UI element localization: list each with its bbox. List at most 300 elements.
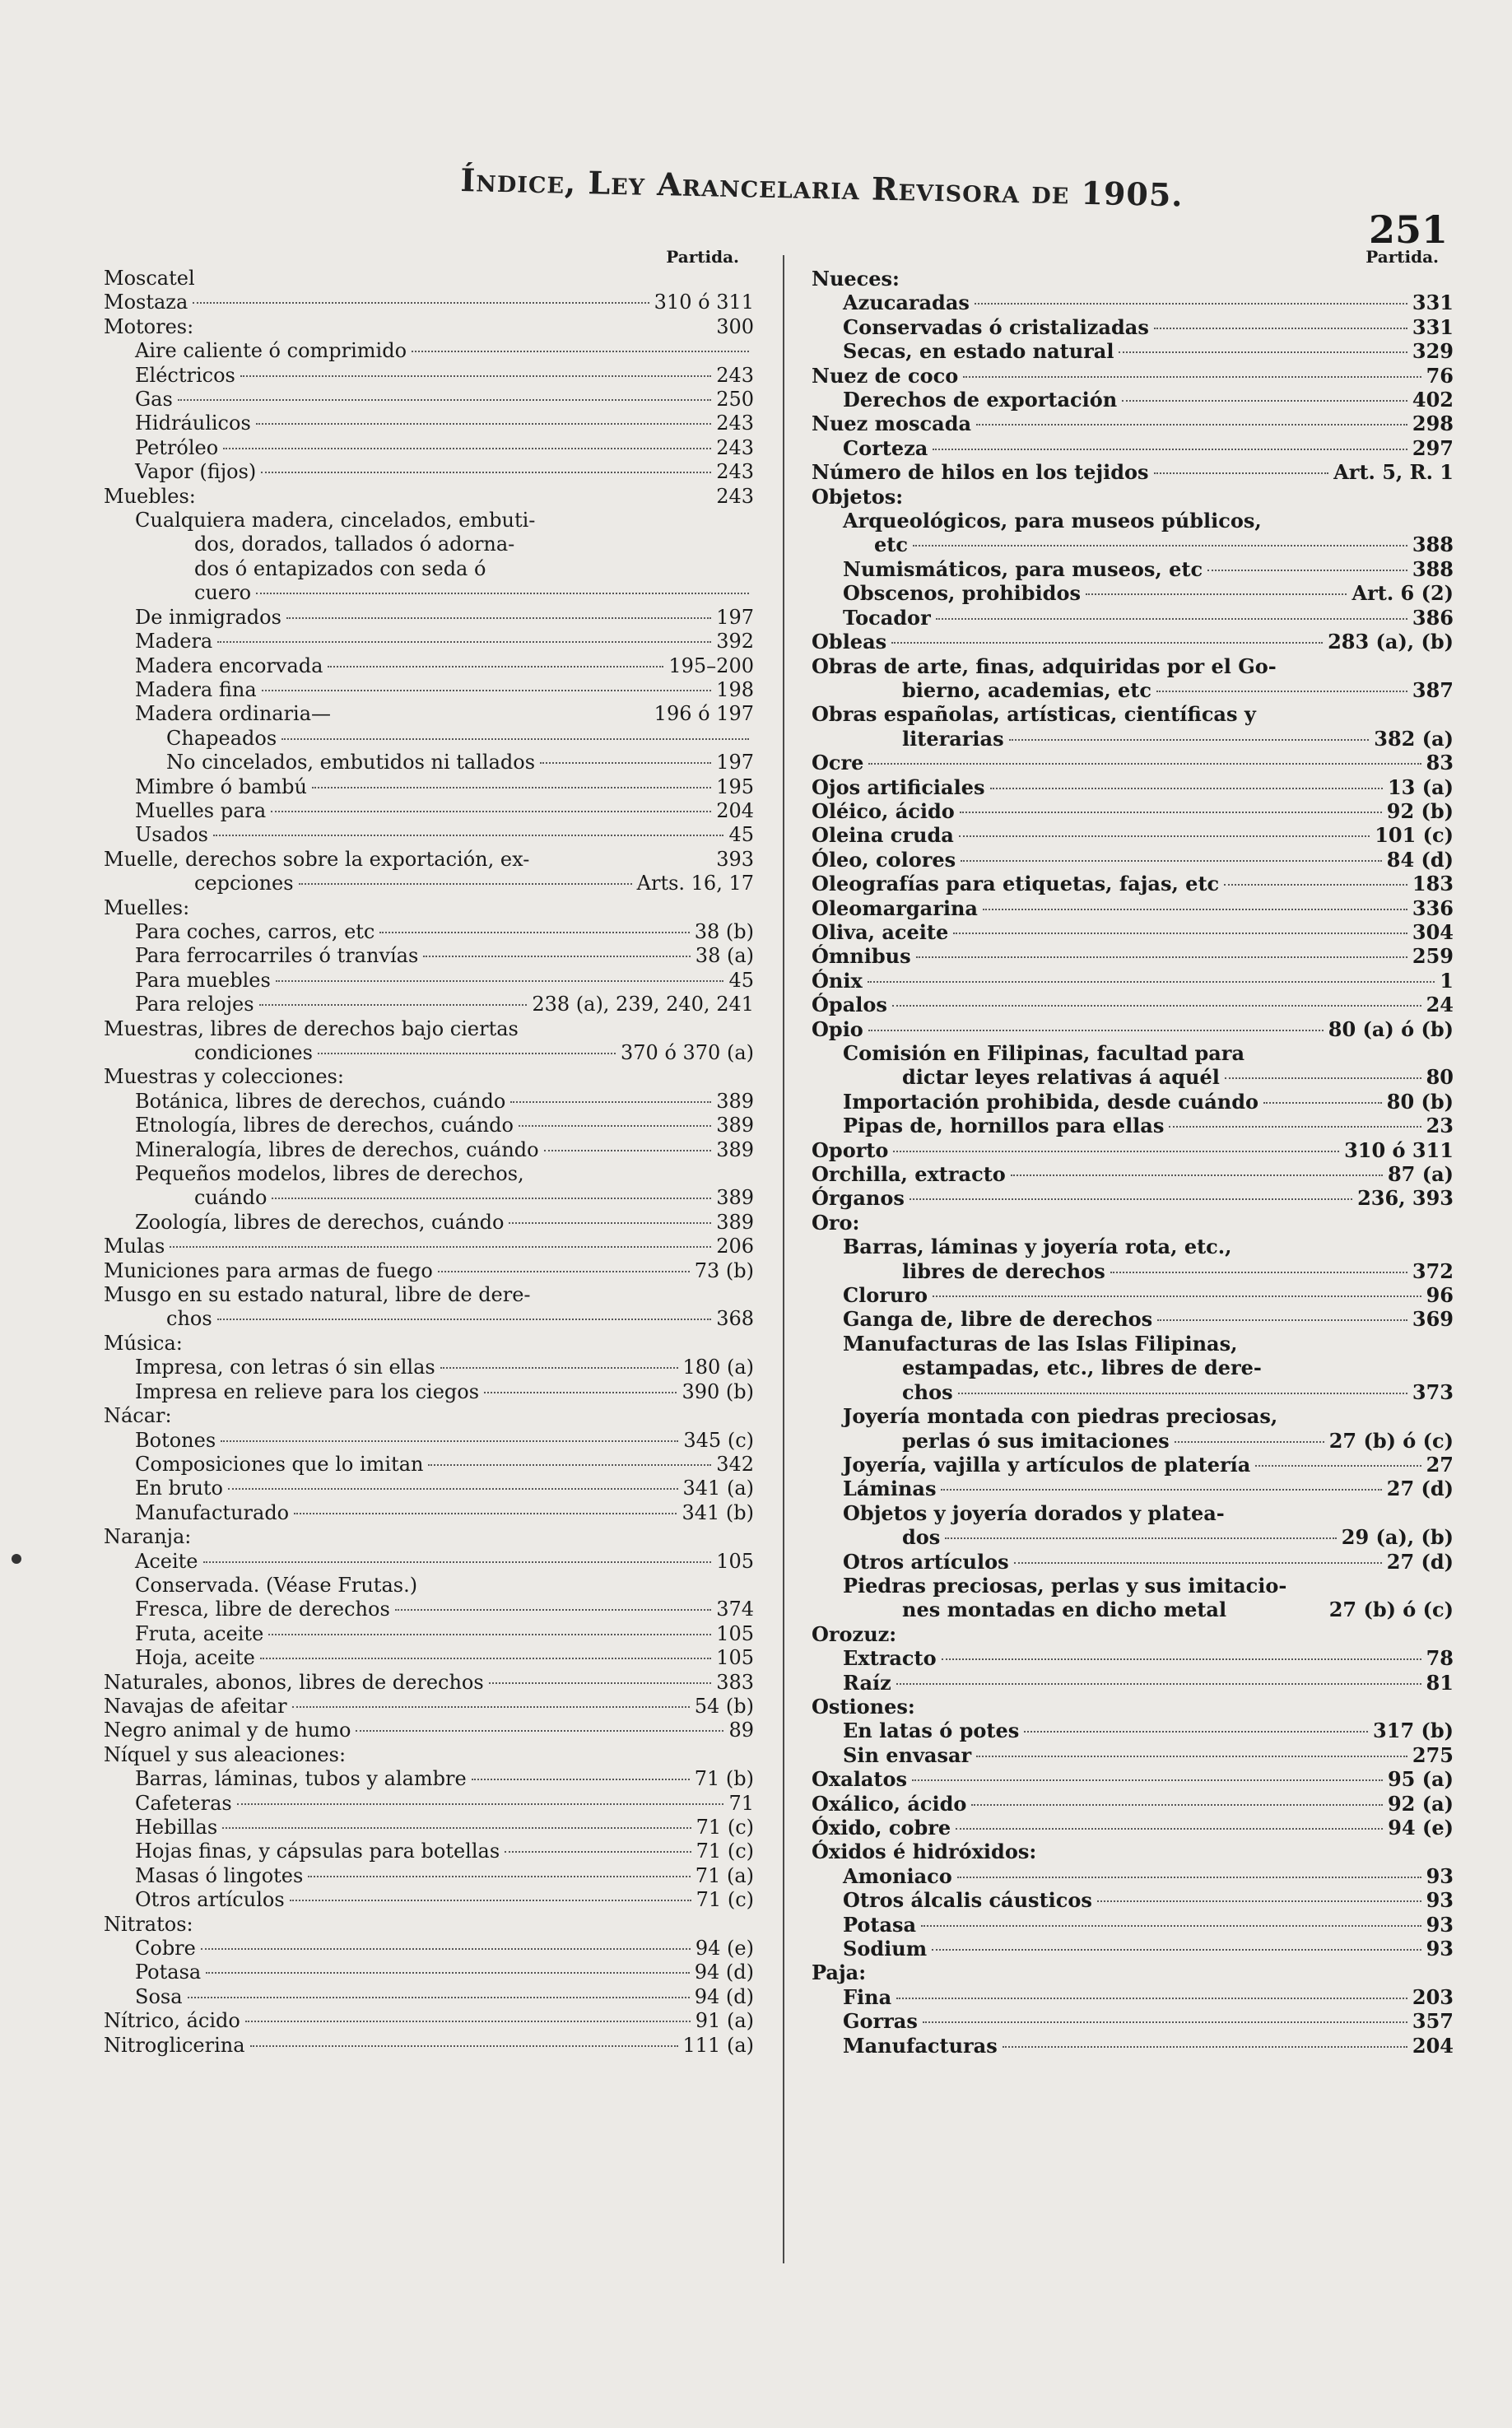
entry-partida: 389 bbox=[716, 1137, 754, 1161]
dot-leader bbox=[286, 617, 711, 619]
index-entry bbox=[812, 291, 1454, 314]
dot-leader bbox=[217, 641, 711, 643]
entry-label: Nitratos: bbox=[104, 1912, 193, 1936]
index-entry bbox=[812, 2034, 1454, 2058]
entry-label: Oporto bbox=[812, 1137, 889, 1162]
entry-label: Muestras, libres de derechos bajo ciertas bbox=[104, 1016, 519, 1040]
entry-label: Musgo en su estado natural, libre de dere- bbox=[104, 1283, 531, 1307]
entry-partida: 259 bbox=[1412, 944, 1454, 969]
entry-partida: 243 bbox=[716, 412, 754, 435]
entry-partida: 195 bbox=[716, 774, 754, 798]
dot-leader bbox=[976, 1756, 1407, 1757]
index-entry bbox=[104, 557, 754, 581]
dot-leader bbox=[250, 2045, 678, 2047]
dot-leader bbox=[395, 1609, 711, 1611]
index-entry bbox=[812, 1622, 1454, 1646]
index-entry bbox=[104, 896, 754, 920]
entry-label: Nácar: bbox=[104, 1404, 172, 1428]
index-entry bbox=[104, 1767, 754, 1791]
index-entry bbox=[812, 1525, 1454, 1549]
entry-label: Ojos artificiales bbox=[812, 774, 985, 799]
entry-partida: 80 (a) ó (b) bbox=[1328, 1016, 1454, 1041]
entry-label: Botánica, libres de derechos, cuándo bbox=[135, 1089, 506, 1113]
index-entry bbox=[104, 1138, 754, 1162]
entry-partida: 393 bbox=[716, 847, 754, 871]
index-entry bbox=[104, 1646, 754, 1670]
index-entry bbox=[812, 1719, 1454, 1742]
entry-label: Oxalatos bbox=[812, 1767, 908, 1792]
entry-partida: 80 bbox=[1426, 1065, 1454, 1090]
dot-leader bbox=[201, 1948, 691, 1950]
dot-leader bbox=[237, 1803, 724, 1805]
index-entry bbox=[812, 1090, 1454, 1114]
entry-partida: 238 (a), 239, 240, 241 bbox=[532, 993, 754, 1016]
entry-partida: 71 bbox=[728, 1791, 754, 1815]
index-entry bbox=[104, 291, 754, 314]
index-entry bbox=[812, 1937, 1454, 1961]
index-entry bbox=[812, 1017, 1454, 1041]
entry-label: Hebillas bbox=[135, 1816, 218, 1839]
index-entry bbox=[812, 1961, 1454, 1984]
entry-partida: 38 (b) bbox=[694, 919, 754, 943]
entry-label: Óxido, cobre bbox=[812, 1816, 951, 1840]
entry-partida: 198 bbox=[716, 677, 754, 701]
index-entry bbox=[104, 823, 754, 847]
entry-partida: 29 (a), (b) bbox=[1341, 1525, 1454, 1550]
entry-partida: 331 bbox=[1412, 314, 1454, 339]
index-entry bbox=[104, 630, 754, 654]
entry-label: Objetos y joyería dorados y platea- bbox=[843, 1500, 1225, 1525]
entry-partida: 93 bbox=[1426, 1863, 1454, 1888]
dot-leader bbox=[256, 423, 711, 425]
index-entry bbox=[812, 969, 1454, 993]
index-entry bbox=[812, 1864, 1454, 1888]
entry-partida: 388 bbox=[1412, 533, 1454, 557]
index-entry bbox=[812, 1307, 1454, 1331]
dot-leader bbox=[1225, 1077, 1421, 1079]
index-entry bbox=[104, 1501, 754, 1525]
entry-partida: 94 (d) bbox=[694, 1961, 754, 1984]
entry-label: Obras de arte, finas, adquiridas por el Go- bbox=[812, 654, 1277, 678]
entry-partida: 372 bbox=[1412, 1258, 1454, 1283]
entry-label: Otros artículos bbox=[135, 1888, 285, 1912]
index-entry bbox=[104, 1283, 754, 1307]
dot-leader bbox=[271, 811, 711, 812]
entry-partida: 71 (b) bbox=[694, 1767, 754, 1791]
index-entry bbox=[104, 2034, 754, 2058]
index-entry bbox=[104, 1985, 754, 2009]
entry-partida: 78 bbox=[1426, 1646, 1454, 1671]
entry-label: Manufacturas de las Islas Filipinas, bbox=[843, 1331, 1238, 1356]
index-entry bbox=[812, 1065, 1454, 1089]
dot-leader bbox=[519, 1125, 711, 1127]
entry-partida: 24 bbox=[1426, 993, 1454, 1017]
entry-partida: Art. 6 (2) bbox=[1351, 581, 1454, 606]
entry-label: Amoniaco bbox=[843, 1863, 952, 1888]
index-entry bbox=[812, 654, 1454, 678]
dot-leader bbox=[942, 1658, 1421, 1660]
dot-leader bbox=[213, 835, 723, 836]
index-entry bbox=[104, 1259, 754, 1283]
entry-partida: 243 bbox=[716, 435, 754, 459]
entry-partida: 13 (a) bbox=[1387, 774, 1454, 799]
entry-partida: 73 (b) bbox=[694, 1258, 754, 1282]
entry-label: chos bbox=[902, 1379, 953, 1404]
entry-label: perlas ó sus imitaciones bbox=[902, 1428, 1170, 1453]
entry-label: Naranja: bbox=[104, 1525, 192, 1549]
entry-label: Moscatel bbox=[104, 267, 195, 290]
entry-partida: 368 bbox=[716, 1307, 754, 1331]
dot-leader bbox=[1224, 884, 1407, 886]
dot-leader bbox=[963, 376, 1421, 378]
entry-label: Níquel y sus aleaciones: bbox=[104, 1742, 347, 1766]
entry-label: Impresa en relieve para los ciegos bbox=[135, 1379, 480, 1403]
entry-partida: 297 bbox=[1412, 435, 1454, 460]
index-entry bbox=[812, 1574, 1454, 1598]
entry-label: nes montadas en dicho metal bbox=[902, 1598, 1227, 1622]
index-entry bbox=[812, 509, 1454, 533]
index-entry bbox=[812, 751, 1454, 774]
index-entry bbox=[104, 1332, 754, 1356]
index-entry bbox=[104, 654, 754, 678]
index-entry bbox=[812, 1211, 1454, 1235]
entry-partida: 196 ó 197 bbox=[654, 702, 754, 726]
dot-leader bbox=[912, 1779, 1383, 1781]
entry-label: Para muebles bbox=[135, 968, 271, 992]
entry-label: Chapeados bbox=[166, 726, 277, 750]
entry-label: Cafeteras bbox=[135, 1791, 232, 1815]
entry-partida: 345 (c) bbox=[683, 1428, 754, 1452]
entry-label: Otros artículos bbox=[843, 1549, 1009, 1574]
entry-label: Orchilla, extracto bbox=[812, 1162, 1006, 1187]
dot-leader bbox=[223, 448, 711, 449]
index-entry bbox=[104, 606, 754, 630]
dot-leader bbox=[188, 1997, 690, 1998]
entry-label: Música: bbox=[104, 1331, 183, 1355]
entry-label: Paja: bbox=[812, 1961, 867, 1985]
entry-label: Mineralogía, libres de derechos, cuándo bbox=[135, 1137, 539, 1161]
entry-partida: 243 bbox=[716, 460, 754, 484]
entry-label: Oxálico, ácido bbox=[812, 1791, 967, 1816]
entry-label: libres de derechos bbox=[902, 1258, 1105, 1283]
entry-label: cuero bbox=[194, 581, 252, 605]
index-entry bbox=[812, 1985, 1454, 2009]
entry-label: Ópalos bbox=[812, 993, 887, 1017]
entry-partida: 83 bbox=[1426, 751, 1454, 775]
dot-leader bbox=[957, 1877, 1421, 1878]
entry-label: Corteza bbox=[843, 435, 928, 460]
entry-label: Nuez de coco bbox=[812, 363, 959, 388]
entry-label: Madera bbox=[135, 630, 213, 654]
index-entry bbox=[812, 1259, 1454, 1283]
dot-leader bbox=[178, 399, 711, 401]
dot-leader bbox=[868, 763, 1421, 765]
dot-leader bbox=[222, 1827, 691, 1829]
index-entry bbox=[104, 1186, 754, 1210]
entry-partida: 383 bbox=[716, 1670, 754, 1694]
entry-label: Composiciones que lo imitan bbox=[135, 1452, 424, 1476]
entry-label: Objetos: bbox=[812, 484, 904, 509]
entry-partida: 1 bbox=[1440, 968, 1454, 993]
entry-partida: 236, 393 bbox=[1357, 1186, 1454, 1211]
entry-partida: 310 ó 311 bbox=[654, 291, 754, 314]
entry-label: Mostaza bbox=[104, 291, 188, 314]
index-entry bbox=[104, 1937, 754, 1961]
index-entry bbox=[104, 1356, 754, 1379]
dot-leader bbox=[217, 1319, 712, 1320]
dot-leader bbox=[510, 1101, 711, 1103]
entry-partida: 243 bbox=[716, 484, 754, 508]
index-entries bbox=[104, 267, 754, 2058]
dot-leader bbox=[1011, 1174, 1383, 1176]
entry-label: Oleina cruda bbox=[812, 823, 954, 848]
index-entry bbox=[812, 1767, 1454, 1791]
dot-leader bbox=[193, 302, 649, 304]
index-entry bbox=[104, 533, 754, 556]
entry-label: Órganos bbox=[812, 1186, 905, 1211]
dot-leader bbox=[1014, 1562, 1382, 1564]
entry-partida: 27 (d) bbox=[1386, 1477, 1454, 1501]
dot-leader bbox=[1122, 400, 1407, 402]
entry-partida: 390 (b) bbox=[682, 1379, 754, 1403]
dot-leader bbox=[292, 1706, 690, 1708]
entry-partida: 204 bbox=[716, 798, 754, 822]
index-entry bbox=[104, 1574, 754, 1598]
dot-leader bbox=[272, 1198, 711, 1199]
dot-leader bbox=[170, 1246, 711, 1248]
entry-label: En bruto bbox=[135, 1477, 223, 1500]
entry-label: Mulas bbox=[104, 1235, 165, 1258]
index-entry bbox=[104, 1477, 754, 1500]
entry-label: Opio bbox=[812, 1016, 863, 1041]
entry-label: dos bbox=[902, 1525, 941, 1550]
index-entry bbox=[812, 267, 1454, 291]
index-entry bbox=[812, 1186, 1454, 1210]
dot-leader bbox=[412, 351, 749, 352]
dot-leader bbox=[509, 1222, 711, 1224]
entry-label: estampadas, etc., libres de dere- bbox=[902, 1356, 1262, 1380]
entry-label: Fruta, aceite bbox=[135, 1621, 264, 1645]
index-entry bbox=[812, 993, 1454, 1016]
margin-mark bbox=[12, 1554, 21, 1564]
column-header: Partida. bbox=[1365, 247, 1439, 267]
entry-label: No cincelados, embutidos ni tallados bbox=[166, 751, 536, 774]
entry-label: Negro animal y de humo bbox=[104, 1719, 351, 1742]
entry-label: Comisión en Filipinas, facultad para bbox=[843, 1041, 1245, 1065]
entry-partida: 341 (b) bbox=[682, 1500, 754, 1524]
entry-label: Ganga de, libre de derechos bbox=[843, 1307, 1153, 1332]
dot-leader bbox=[256, 593, 749, 594]
index-entry bbox=[812, 485, 1454, 509]
index-entry bbox=[104, 1550, 754, 1574]
entry-partida: 45 bbox=[728, 968, 754, 992]
entry-label: Muelle, derechos sobre la exportación, ex- bbox=[104, 847, 530, 871]
index-entry bbox=[812, 872, 1454, 895]
entry-label: Láminas bbox=[843, 1477, 937, 1501]
entry-label: cepciones bbox=[194, 872, 294, 895]
entry-label: condiciones bbox=[194, 1041, 313, 1064]
entry-partida: 27 (b) ó (c) bbox=[1328, 1598, 1454, 1622]
entry-partida: 197 bbox=[716, 605, 754, 629]
entry-label: Obscenos, prohibidos bbox=[843, 581, 1081, 606]
index-entry bbox=[104, 1065, 754, 1089]
index-entry bbox=[104, 1719, 754, 1742]
index-entry bbox=[104, 1525, 754, 1549]
dot-leader bbox=[913, 545, 1407, 547]
entry-label: Petróleo bbox=[135, 435, 219, 459]
dot-leader bbox=[956, 1828, 1383, 1830]
index-column-right bbox=[812, 247, 1454, 2058]
entry-label: Nítrico, ácido bbox=[104, 2009, 240, 2033]
entry-label: Para coches, carros, etc bbox=[135, 919, 375, 943]
dot-leader bbox=[976, 424, 1407, 426]
entry-label: Pequeños modelos, libres de derechos, bbox=[135, 1162, 524, 1186]
entry-partida: 183 bbox=[1412, 872, 1454, 896]
index-entry bbox=[104, 364, 754, 388]
index-entry bbox=[812, 1332, 1454, 1356]
entry-partida: 206 bbox=[716, 1235, 754, 1258]
entry-partida: 317 (b) bbox=[1373, 1719, 1454, 1743]
entry-label: Nuez moscada bbox=[812, 412, 972, 436]
index-entry bbox=[812, 1477, 1454, 1500]
entry-label: Masas ó lingotes bbox=[135, 1863, 304, 1887]
dot-leader bbox=[1119, 351, 1407, 353]
entry-partida: 197 bbox=[716, 751, 754, 774]
index-entry bbox=[812, 436, 1454, 460]
entry-label: Oleomargarina bbox=[812, 895, 978, 920]
dot-leader bbox=[379, 932, 689, 933]
dot-leader bbox=[428, 1464, 711, 1466]
index-entry bbox=[104, 848, 754, 872]
dot-leader bbox=[1255, 1465, 1421, 1467]
dot-leader bbox=[941, 1489, 1381, 1491]
entry-partida: 283 (a), (b) bbox=[1328, 630, 1454, 654]
index-entry bbox=[104, 1695, 754, 1719]
dot-leader bbox=[916, 956, 1407, 958]
dot-leader bbox=[971, 1804, 1383, 1806]
entry-label: Oléico, ácido bbox=[812, 798, 955, 823]
dot-leader bbox=[206, 1972, 690, 1974]
entry-label: Muelles para bbox=[135, 798, 267, 822]
column-divider bbox=[783, 255, 784, 2263]
entry-label: Derechos de exportación bbox=[843, 388, 1118, 412]
index-entry bbox=[812, 1235, 1454, 1258]
entry-label: Hojas finas, y cápsulas para botellas bbox=[135, 1840, 500, 1863]
entry-partida: 250 bbox=[716, 388, 754, 412]
entry-label: etc bbox=[874, 533, 908, 557]
entry-partida: 392 bbox=[716, 630, 754, 654]
index-entry bbox=[812, 533, 1454, 556]
index-entry bbox=[812, 2009, 1454, 2033]
entry-label: dictar leyes relativas á aquél bbox=[902, 1065, 1220, 1090]
dot-leader bbox=[958, 1393, 1407, 1394]
entry-label: Número de hilos en los tejidos bbox=[812, 460, 1149, 485]
index-entry bbox=[812, 1453, 1454, 1477]
index-entry bbox=[812, 606, 1454, 630]
dot-leader bbox=[308, 1876, 690, 1877]
index-entry bbox=[104, 775, 754, 799]
entry-label: Cloruro bbox=[843, 1283, 928, 1308]
entry-label: Hidráulicos bbox=[135, 412, 251, 435]
index-entry bbox=[812, 1913, 1454, 1937]
entry-partida: 80 (b) bbox=[1386, 1089, 1454, 1114]
entry-label: De inmigrados bbox=[135, 605, 281, 629]
entry-label: Barras, láminas, tubos y alambre bbox=[135, 1767, 467, 1791]
entry-partida: 71 (c) bbox=[696, 1816, 754, 1839]
dot-leader bbox=[961, 860, 1382, 862]
dot-leader bbox=[290, 1900, 691, 1901]
dot-leader bbox=[990, 788, 1383, 789]
entry-partida: 373 bbox=[1412, 1379, 1454, 1404]
dot-leader bbox=[312, 787, 711, 788]
entry-partida: 96 bbox=[1426, 1283, 1454, 1308]
entry-label: Cualquiera madera, cincelados, embuti- bbox=[135, 509, 536, 533]
index-entry bbox=[104, 727, 754, 751]
entry-label: Nueces: bbox=[812, 267, 900, 291]
dot-leader bbox=[203, 1561, 712, 1563]
index-entry bbox=[104, 1453, 754, 1477]
entry-label: Importación prohibida, desde cuándo bbox=[843, 1089, 1258, 1114]
entry-partida: 101 (c) bbox=[1375, 823, 1454, 848]
index-entry bbox=[812, 557, 1454, 581]
dot-leader bbox=[356, 1730, 723, 1732]
entry-label: Aceite bbox=[135, 1549, 198, 1573]
column-header: Partida. bbox=[666, 247, 739, 267]
dot-leader bbox=[268, 1634, 711, 1635]
index-entry bbox=[812, 1598, 1454, 1621]
entry-label: Muebles: bbox=[104, 484, 196, 508]
entry-partida: 180 (a) bbox=[682, 1356, 754, 1379]
index-entry bbox=[104, 267, 754, 291]
index-entry bbox=[104, 1816, 754, 1840]
entry-label: Óleo, colores bbox=[812, 847, 956, 872]
dot-leader bbox=[1097, 1900, 1421, 1902]
index-entry bbox=[812, 1114, 1454, 1137]
entry-label: Muestras y colecciones: bbox=[104, 1065, 344, 1089]
entry-partida: 76 bbox=[1426, 363, 1454, 388]
index-entry bbox=[812, 678, 1454, 702]
dot-leader bbox=[281, 738, 749, 740]
entry-label: Oro: bbox=[812, 1210, 860, 1235]
dot-leader bbox=[276, 980, 724, 982]
index-entry bbox=[104, 1404, 754, 1428]
entry-partida: 54 (b) bbox=[694, 1694, 754, 1718]
entry-partida: 45 bbox=[728, 823, 754, 847]
index-entry bbox=[104, 1792, 754, 1816]
index-entry bbox=[104, 485, 754, 509]
dot-leader bbox=[1207, 570, 1407, 571]
index-entry bbox=[812, 1646, 1454, 1670]
entry-label: Madera fina bbox=[135, 677, 257, 701]
dot-leader bbox=[1110, 1272, 1407, 1273]
dot-leader bbox=[261, 472, 711, 473]
index-entry bbox=[104, 388, 754, 412]
dot-leader bbox=[896, 1683, 1421, 1685]
entry-label: Orozuz: bbox=[812, 1621, 897, 1646]
index-entry bbox=[812, 775, 1454, 799]
dot-leader bbox=[259, 1004, 528, 1006]
index-entry bbox=[104, 678, 754, 702]
dot-leader bbox=[1154, 328, 1407, 329]
entry-label: Azucaradas bbox=[843, 291, 970, 315]
index-entry bbox=[812, 727, 1454, 751]
entry-label: dos ó entapizados con seda ó bbox=[194, 556, 486, 580]
entry-label: Gas bbox=[135, 388, 173, 412]
index-entry bbox=[104, 1307, 754, 1331]
index-entry bbox=[104, 1380, 754, 1404]
index-entry bbox=[812, 460, 1454, 484]
entry-partida: 389 bbox=[716, 1114, 754, 1137]
